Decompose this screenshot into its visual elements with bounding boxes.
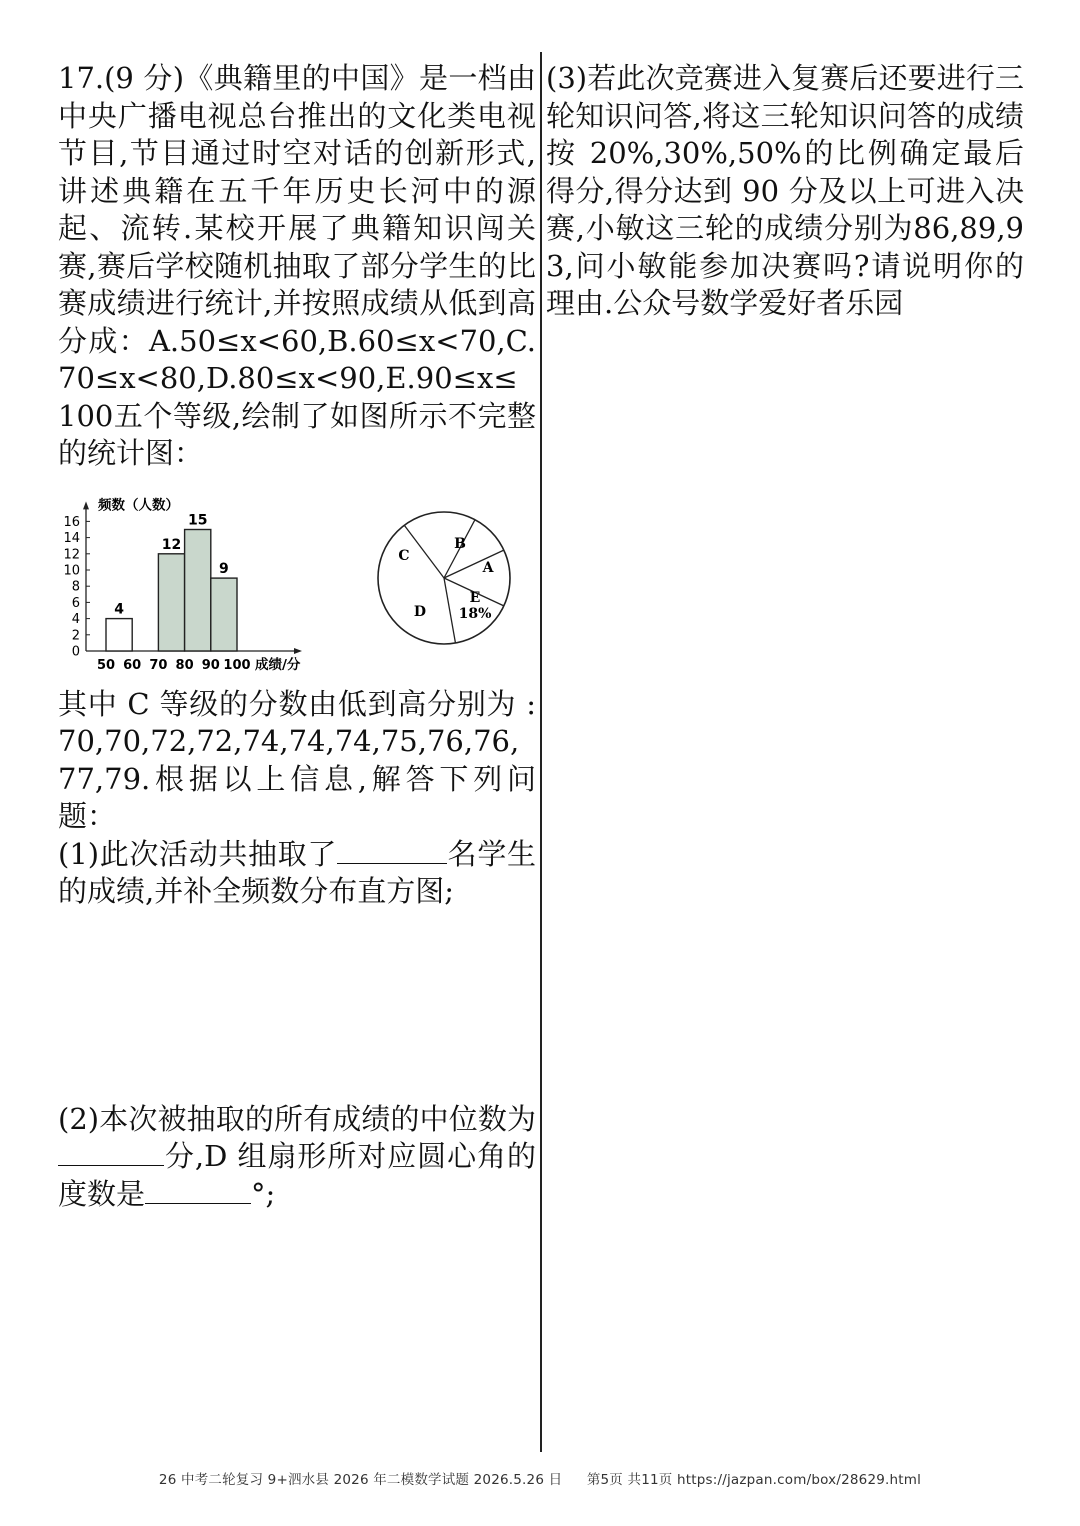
footer-source: 26 中考二轮复习 9+泗水县 2026 年二模数学试题 2026.5.26 日 [158, 1472, 563, 1488]
y-tick-label: 6 [71, 595, 80, 611]
histogram-bar [158, 553, 184, 650]
left-column [58, 60, 536, 1213]
q2-median-blank[interactable] [58, 1139, 164, 1166]
bar-value-label: 9 [219, 560, 229, 577]
q2-angle-blank[interactable] [145, 1177, 251, 1204]
footer-page: 第5页 共11页 https://jazpan.com/box/28629.html [586, 1472, 922, 1488]
q1-answer-blank[interactable] [337, 837, 447, 864]
right-column [546, 60, 1024, 323]
y-tick-label: 8 [71, 579, 80, 595]
pie-label-c: C [398, 547, 410, 564]
question-17-intro: 17.(9 分)《典籍里的中国》是一档由中央广播电视总台推出的文化类电视节目,节目通过时空对话的创新形式,讲述典籍在五千年历史长河中的源起、流转.某校开展了典籍知识闯关赛,赛后学校随机抽取了部分学生的比赛成绩进行统计,并按照成绩从低到高分成：A.50≤x<60,B.60≤x<70,C.70≤x<80,D.80≤x<90,E.90≤x≤100五个等级,绘制了如图所示不完整的统计图： [58, 61, 536, 470]
y-axis-arrow [83, 501, 89, 509]
x-tick-label: 50 [96, 657, 116, 673]
pie-label-e-percent: 18% [458, 605, 492, 622]
pie-label-e: E [469, 589, 481, 606]
pie-chart [376, 478, 536, 683]
x-tick-label: 60 [123, 657, 142, 673]
question-1 [58, 836, 536, 911]
bar-value-label: 4 [114, 601, 124, 618]
q2-text-before: (2)本次被抽取的所有成绩的中位数为 [58, 1101, 536, 1136]
statistics-figure [58, 478, 536, 683]
y-axis-label: 频数（人数） [98, 496, 179, 513]
y-tick-label: 16 [63, 514, 80, 530]
x-tick-label: 80 [175, 657, 194, 673]
q1-text-before: (1)此次活动共抽取了 [58, 836, 337, 871]
y-tick-label: 0 [71, 644, 80, 659]
question-2 [58, 1101, 536, 1214]
q2-text-mid: 分,D 组扇形所对应圆心角的度数是 [58, 1139, 536, 1211]
x-tick-label: 70 [149, 657, 168, 673]
y-tick-label: 4 [71, 611, 80, 627]
pie-label-b: B [454, 535, 466, 552]
histogram-bar [211, 578, 237, 651]
y-tick-label: 2 [71, 627, 80, 643]
c-grade-scores: 其中 C 等级的分数由低到高分别为 :70,70,72,72,74,74,74,75,76,76,77,79.根据以上信息,解答下列问题： [58, 686, 536, 833]
q2-text-after: °; [251, 1176, 276, 1211]
histogram-bar [185, 529, 211, 651]
q1-text-after: 名学生的成绩,并补全频数分布直方图; [58, 836, 536, 908]
question-3: (3)若此次竞赛进入复赛后还要进行三轮知识问答,将这三轮知识问答的成绩按 20%,30%,50%的比例确定最后得分,得分达到 90 分及以上可进入决赛,小敏这三轮的成绩分别为86,89,93,问小敏能参加决赛吗?请说明你的理由.公众号数学爱好者乐园 [546, 61, 1024, 320]
bar-value-label: 15 [187, 512, 208, 528]
page-footer [0, 1468, 1080, 1488]
y-tick-label: 12 [63, 546, 80, 562]
histogram-bar [106, 618, 132, 650]
bar-value-label: 12 [161, 536, 182, 553]
histogram-chart [58, 478, 358, 683]
y-tick-label: 14 [63, 530, 80, 546]
pie-label-a: A [482, 559, 494, 576]
x-axis-arrow [294, 648, 302, 654]
x-tick-label: 90 [201, 657, 220, 673]
y-tick-label: 10 [63, 563, 80, 578]
x-tick-label: 100 [223, 657, 251, 673]
pie-label-d: D [413, 603, 427, 620]
column-divider [540, 52, 542, 1452]
x-axis-label: 成绩/分 [255, 656, 301, 673]
